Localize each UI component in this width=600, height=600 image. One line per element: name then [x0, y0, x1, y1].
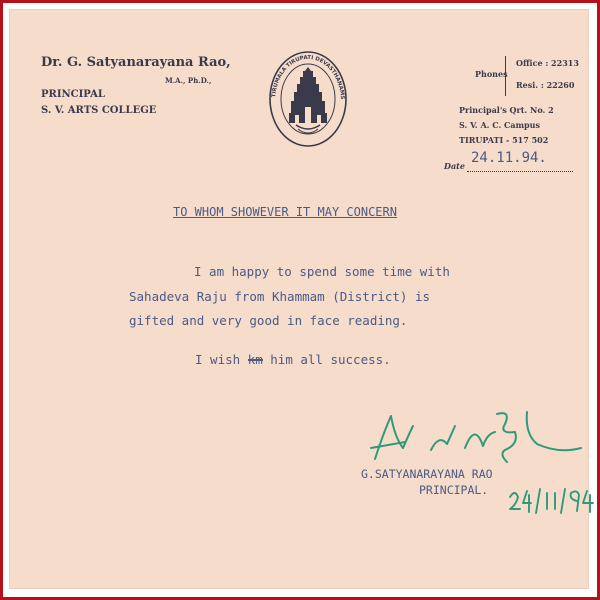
body-line-1: I am happy to spend some time with — [194, 264, 450, 279]
handwritten-date-icon — [507, 485, 597, 517]
residence-phone: Resi. : 22260 — [516, 80, 575, 90]
line4-after: him all success. — [262, 352, 391, 367]
sender-qualifications: M.A., Ph.D., — [165, 76, 212, 85]
sender-position: PRINCIPAL — [41, 89, 105, 100]
signatory-name: G.SATYANARAYANA RAO — [361, 467, 493, 481]
city-address: TIRUPATI - 517 502 — [459, 135, 549, 145]
temple-seal-icon — [267, 49, 349, 153]
line4-before: I wish — [195, 352, 248, 367]
date-label: Date — [444, 161, 465, 171]
body-line-4 — [195, 352, 391, 367]
phones-label: Phones — [475, 69, 508, 79]
seal-text: TIRUMALA TIRUPATI DEVASTHANAMS — [271, 54, 346, 100]
sender-name: Dr. G. Satyanarayana Rao, — [41, 55, 231, 70]
signatory-role: PRINCIPAL. — [419, 483, 489, 497]
letter-title: TO WHOM SHOWEVER IT MAY CONCERN — [173, 205, 397, 219]
phones-brace — [505, 56, 512, 96]
quarters-address: Principal's Qrt. No. 2 — [459, 105, 554, 115]
body-line-3: gifted and very good in face reading. — [129, 313, 408, 328]
body-line-2: Sahadeva Raju from Khammam (District) is — [129, 289, 431, 304]
office-phone: Office : 22313 — [516, 58, 579, 68]
campus-address: S. V. A. C. Campus — [459, 120, 540, 130]
date-value: 24.11.94. — [471, 150, 547, 166]
letter-paper — [9, 9, 589, 589]
date-dotted-line — [467, 171, 573, 172]
signature-icon — [369, 404, 584, 474]
struck-text: km — [247, 352, 263, 367]
sender-college: S. V. ARTS COLLEGE — [41, 105, 157, 116]
